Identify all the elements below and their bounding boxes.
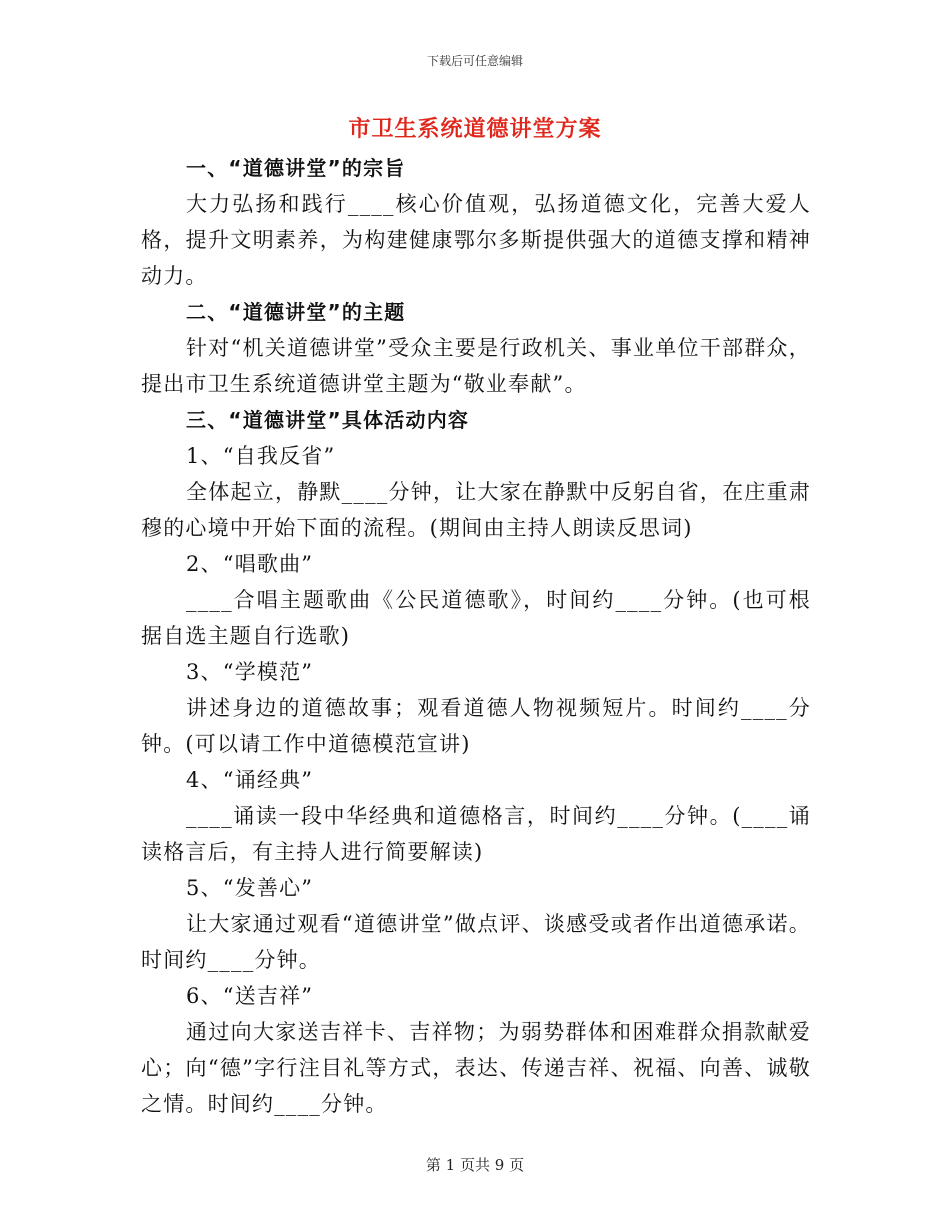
activity-title-kindness: 5、“发善心”	[186, 876, 314, 900]
activity-title-role-models: 3、“学模范”	[186, 660, 314, 684]
activity-title-classics: 4、“诵经典”	[186, 768, 314, 792]
page-header-note: 下载后可任意编辑	[426, 54, 523, 68]
section-heading-purpose: 一、“道德讲堂”的宗旨	[186, 156, 406, 180]
document-body	[141, 150, 811, 1122]
activity-text-singing: ____合唱主题歌曲《公民道德歌》，时间约____分钟。(也可根据自选主题自行选歌)	[141, 588, 811, 648]
section-heading-theme: 二、“道德讲堂”的主题	[186, 300, 406, 324]
activity-title-blessings: 6、“送吉祥”	[186, 984, 314, 1008]
activity-text-role-models: 讲述身边的道德故事；观看道德人物视频短片。时间约____分钟。(可以请工作中道德模范宣讲)	[141, 696, 811, 756]
page-number: 第 1 页共 9 页	[425, 1156, 525, 1174]
activity-title-singing: 2、“唱歌曲”	[186, 552, 314, 576]
activity-text-classics: ____诵读一段中华经典和道德格言，时间约____分钟。(____诵读格言后，有主持人进行简要解读)	[141, 804, 811, 864]
activity-text-blessings: 通过向大家送吉祥卡、吉祥物；为弱势群体和困难群众捐款献爱心；向“德”字行注目礼等方式，表达、传递吉祥、祝福、向善、诚敬之情。时间约____分钟。	[141, 1020, 811, 1116]
activity-text-self-reflection: 全体起立，静默____分钟，让大家在静默中反躬自省，在庄重肃穆的心境中开始下面的流程。(期间由主持人朗读反思词)	[141, 480, 811, 540]
section-heading-activities: 三、“道德讲堂”具体活动内容	[186, 408, 470, 432]
section-paragraph-purpose: 大力弘扬和践行____核心价值观，弘扬道德文化，完善大爱人格，提升文明素养，为构建健康鄂尔多斯提供强大的道德支撑和精神动力。	[141, 192, 811, 288]
document-title: 市卫生系统道德讲堂方案	[348, 117, 602, 142]
activity-text-kindness: 让大家通过观看“道德讲堂”做点评、谈感受或者作出道德承诺。时间约____分钟。	[141, 912, 811, 972]
section-paragraph-theme: 针对“机关道德讲堂”受众主要是行政机关、事业单位干部群众，提出市卫生系统道德讲堂主题为“敬业奉献”。	[141, 336, 811, 396]
activity-title-self-reflection: 1、“自我反省”	[186, 444, 336, 468]
